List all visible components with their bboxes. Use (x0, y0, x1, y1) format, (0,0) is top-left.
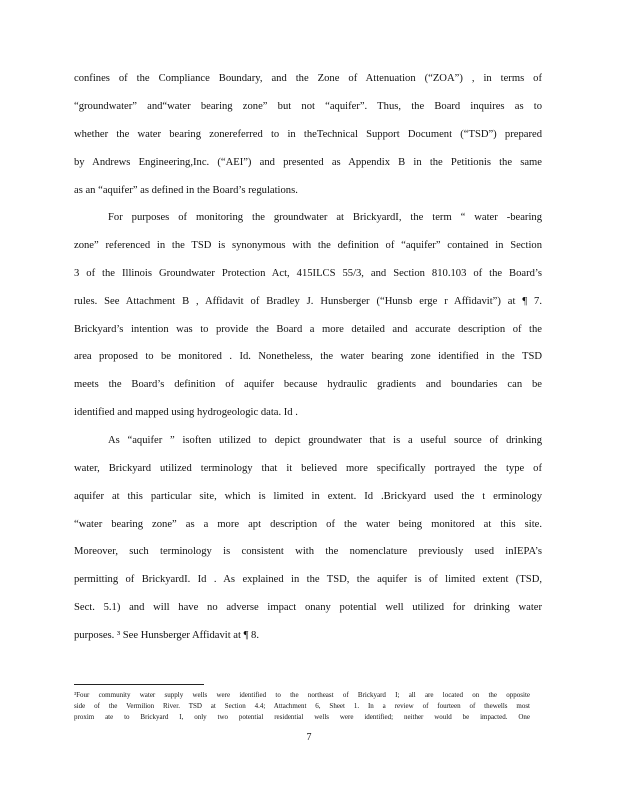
text-line: water, Brickyard utilized terminology that it believed more specifically portrayed the type of (74, 463, 542, 474)
text-line: purposes. ³ See Hunsberger Affidavit at ¶ 8. (74, 630, 259, 641)
footnote-separator (74, 684, 204, 685)
text-line: by Andrews Engineering,Inc. (“AEI”) and presented as Appendix B in the Petitionis the same (74, 157, 542, 168)
text-line: aquifer at this particular site, which is limited in extent. Id .Brickyard used the t erminology (74, 491, 542, 502)
page-number: 7 (306, 732, 312, 743)
text-line: “water bearing zone” as a more apt description of the water being monitored at this site. (74, 519, 542, 530)
footnote-line: ³Four community water supply wells were identified to the northeast of Brickyard I; all are located on the opposite (74, 691, 530, 699)
text-line: meets the Board’s definition of aquifer because hydraulic gradients and boundaries can be (74, 379, 542, 390)
text-line: as an “aquifer” as defined in the Board’s regulations. (74, 185, 298, 196)
text-line: For purposes of monitoring the groundwater at BrickyardI, the term “ water -bearing (108, 212, 542, 223)
text-line: zone” referenced in the TSD is synonymous with the definition of “aquifer” contained in Section (74, 240, 542, 251)
text-line: whether the water bearing zonereferred to in theTechnical Support Document (“TSD”) prepared (74, 129, 542, 140)
text-line: confines of the Compliance Boundary, and the Zone of Attenuation (“ZOA”) , in terms of (74, 73, 542, 84)
text-line: Sect. 5.1) and will have no adverse impact onany potential well utilized for drinking water (74, 602, 542, 613)
text-line: “groundwater” and“water bearing zone” but not “aquifer”. Thus, the Board inquires as to (74, 101, 542, 112)
footnote-line: proxim ate to Brickyard I, only two potential residential wells were identified; neither would be impacted. One (74, 713, 530, 721)
text-line: identified and mapped using hydrogeologic data. Id . (74, 407, 298, 418)
text-line: Moreover, such terminology is consistent with the nomenclature previously used inIEPA’s (74, 546, 542, 557)
text-line: area proposed to be monitored . Id. Nonetheless, the water bearing zone identified in the TSD (74, 351, 542, 362)
text-line: rules. See Attachment B , Affidavit of Bradley J. Hunsberger (“Hunsb erge r Affidavit”) at ¶ 7. (74, 296, 542, 307)
footnote-line: side of the Vermilion River. TSD at Section 4.4; Attachment 6, Sheet 1. In a review of fourteen of thewells most (74, 702, 530, 710)
text-line: Brickyard’s intention was to provide the Board a more detailed and accurate description of the (74, 324, 542, 335)
text-line: permitting of BrickyardI. Id . As explained in the TSD, the aquifer is of limited extent (TSD, (74, 574, 542, 585)
text-line: As “aquifer ” isoften utilized to depict groundwater that is a useful source of drinking (108, 435, 542, 446)
text-line: 3 of the Illinois Groundwater Protection Act, 415ILCS 55/3, and Section 810.103 of the Board’s (74, 268, 542, 279)
